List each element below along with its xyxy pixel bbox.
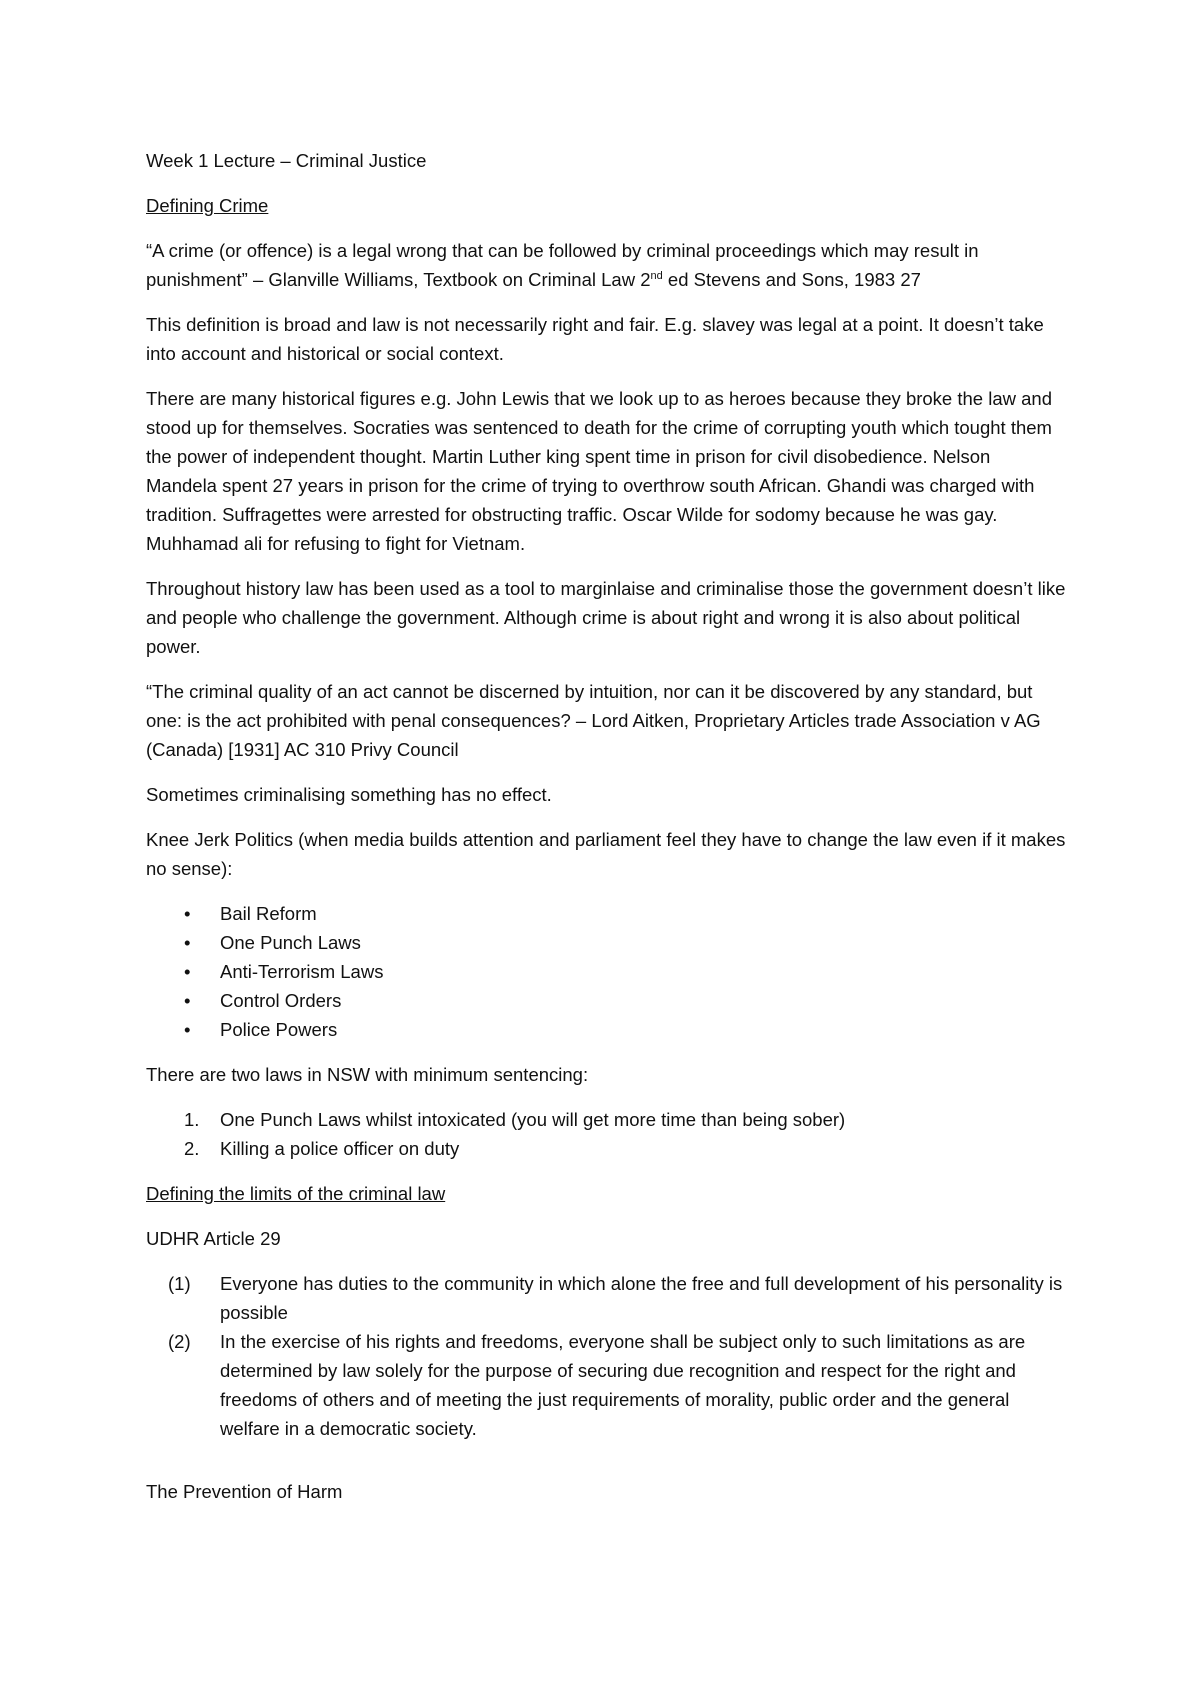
udhr-article-list — [146, 1269, 1066, 1443]
list-number: (2) — [168, 1331, 191, 1352]
bullet-icon: • — [184, 903, 191, 924]
list-item — [146, 1327, 1066, 1443]
list-item-text: Everyone has duties to the community in which alone the free and full development of his personality is possible — [220, 1273, 1063, 1323]
paragraph-no-effect: Sometimes criminalising something has no effect. — [146, 784, 552, 805]
list-number: (1) — [168, 1273, 191, 1294]
heading-limits: Defining the limits of the criminal law — [146, 1183, 446, 1204]
bullet-icon: • — [184, 1019, 191, 1040]
heading-prevention-of-harm: The Prevention of Harm — [146, 1481, 343, 1502]
list-number: 1. — [184, 1109, 200, 1130]
paragraph-knee-jerk: Knee Jerk Politics (when media builds attention and parliament feel they have to change the law even if it makes no sense): — [146, 829, 1066, 879]
williams-quote-text: “A crime (or offence) is a legal wrong that can be followed by criminal proceedings which may result in punishment” – Glanville Williams, Textbook on Criminal Law 2 — [146, 240, 979, 290]
list-number: 2. — [184, 1138, 200, 1159]
aitken-quote: “The criminal quality of an act cannot be discerned by intuition, nor can it be discovered by any standard, but one: is the act prohibited with penal consequences? – Lord Aitken, Proprietary Articles trade Association v AG (Canada) [1931] AC 310 Privy Council — [146, 681, 1041, 760]
list-item-text: One Punch Laws whilst intoxicated (you will get more time than being sober) — [220, 1109, 846, 1130]
paragraph-minimum-sentencing: There are two laws in NSW with minimum sentencing: — [146, 1064, 589, 1085]
list-item — [146, 1269, 1066, 1327]
edition-superscript: nd — [650, 269, 663, 282]
list-item-text: Bail Reform — [220, 903, 317, 924]
paragraph-definition-broad: This definition is broad and law is not necessarily right and fair. E.g. slavey was legal at a point. It doesn’t take into account and historical or social context. — [146, 314, 1044, 364]
list-item-text: Anti-Terrorism Laws — [220, 961, 384, 982]
list-item — [146, 1015, 1066, 1044]
bullet-icon: • — [184, 932, 191, 953]
list-item-text: Killing a police officer on duty — [220, 1138, 460, 1159]
williams-quote-citation: ed Stevens and Sons, 1983 27 — [662, 269, 921, 290]
list-item — [146, 986, 1066, 1015]
document-title: Week 1 Lecture – Criminal Justice — [146, 150, 427, 171]
paragraph-law-as-tool: Throughout history law has been used as a tool to marginlaise and criminalise those the government doesn’t like and people who challenge the government. Although crime is about right and wrong it is also about political power. — [146, 578, 1066, 657]
list-item-text: In the exercise of his rights and freedoms, everyone shall be subject only to such limitations as are determined by law solely for the purpose of securing due recognition and respect for the right and freedoms of others and of meeting the just requirements of morality, public order and the general welfare in a democratic society. — [220, 1331, 1026, 1439]
heading-defining-crime: Defining Crime — [146, 195, 269, 216]
document-page — [146, 146, 1066, 1522]
bullet-icon: • — [184, 961, 191, 982]
paragraph-historical-figures: There are many historical figures e.g. John Lewis that we look up to as heroes because they broke the law and stood up for themselves. Socraties was sentenced to death for the crime of corrupting youth which tought them the power of independent thought. Martin Luther king spent time in prison for civil disobedience. Nelson Mandela spent 27 years in prison for the crime of trying to overthrow south African. Ghandi was charged with tradition. Suffragettes were arrested for obstructing traffic. Oscar Wilde for sodomy because he was gay. Muhhamad ali for refusing to fight for Vietnam. — [146, 388, 1052, 554]
list-item — [146, 1134, 1066, 1163]
list-item-text: Police Powers — [220, 1019, 338, 1040]
knee-jerk-list — [146, 899, 1066, 1044]
list-item — [146, 899, 1066, 928]
list-item — [146, 928, 1066, 957]
williams-quote — [146, 236, 1066, 294]
bullet-icon: • — [184, 990, 191, 1011]
list-item-text: One Punch Laws — [220, 932, 361, 953]
list-item-text: Control Orders — [220, 990, 342, 1011]
udhr-label: UDHR Article 29 — [146, 1228, 281, 1249]
list-item — [146, 957, 1066, 986]
list-item — [146, 1105, 1066, 1134]
minimum-sentencing-list — [146, 1105, 1066, 1163]
